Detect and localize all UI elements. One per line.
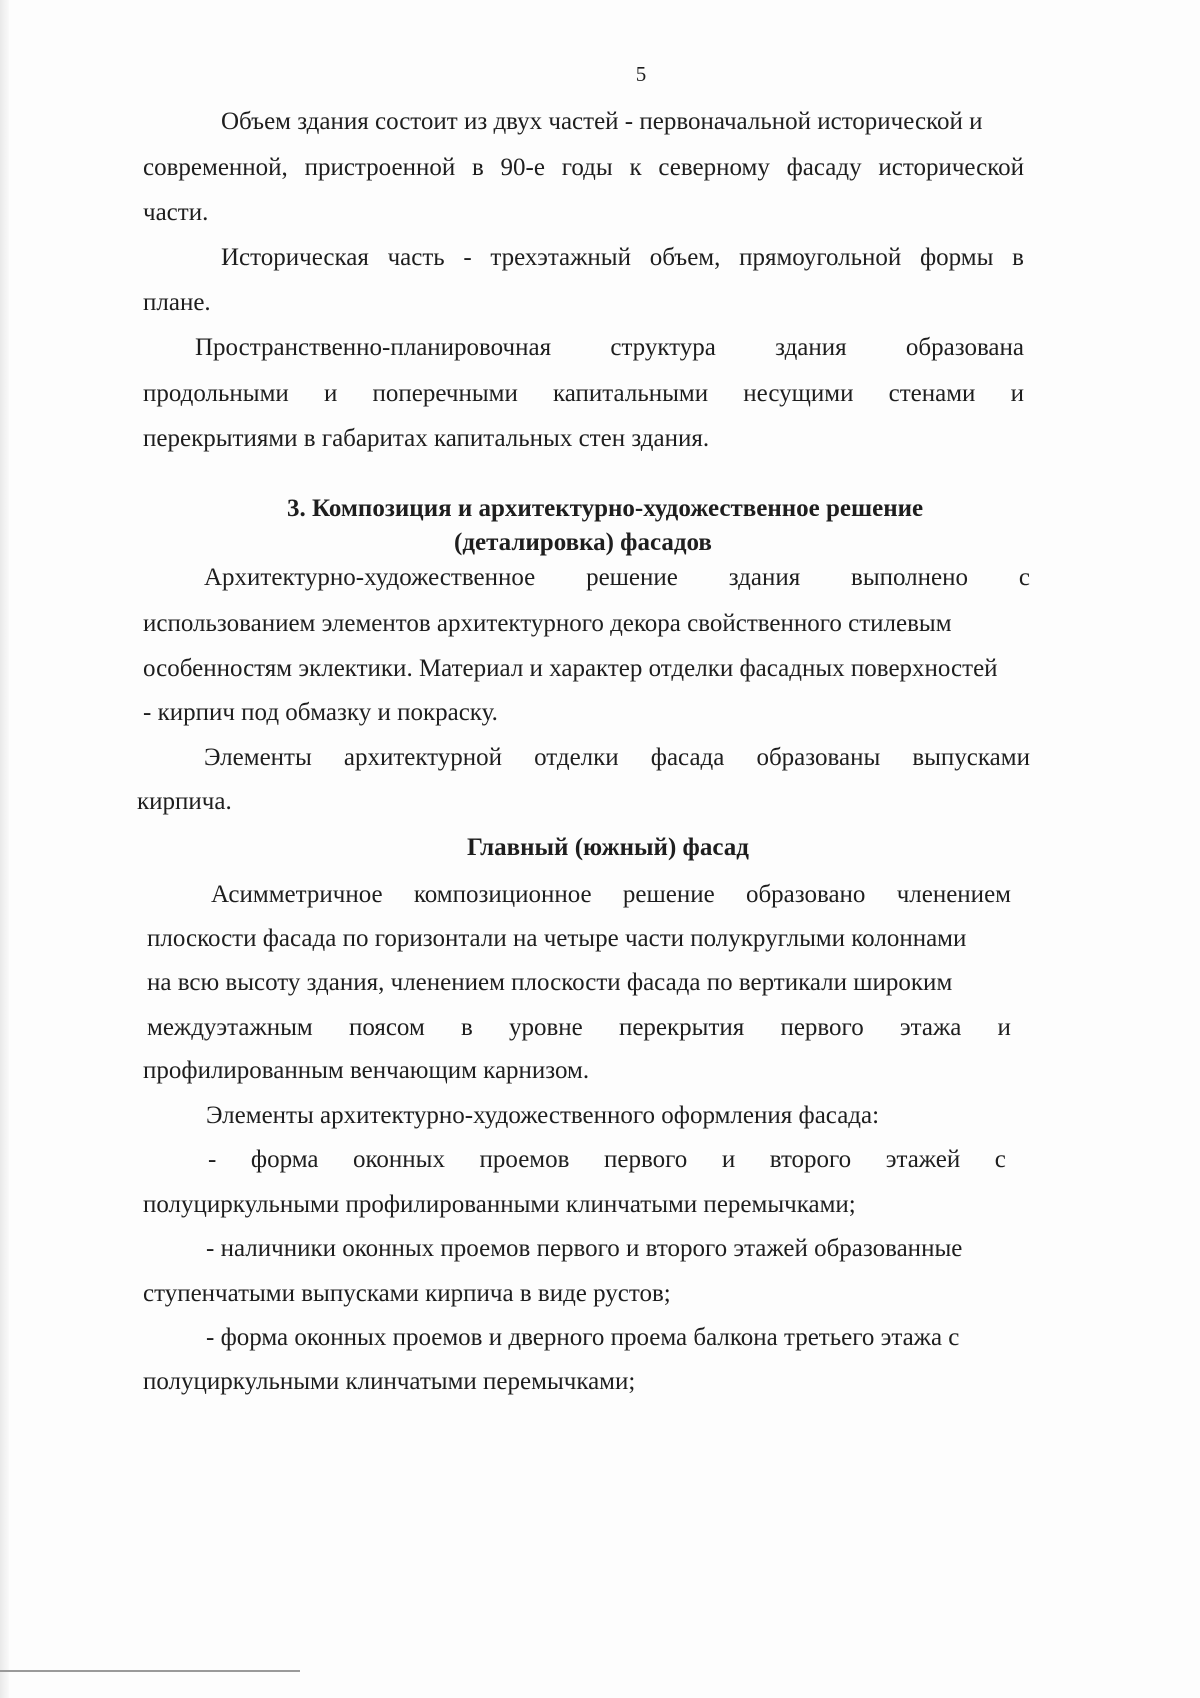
word: образованы bbox=[756, 744, 881, 771]
word: Архитектурно-художественное bbox=[204, 564, 536, 591]
facade-paragraph-line-4 bbox=[147, 1013, 1011, 1043]
facade-paragraph-line-5: профилированным венчающим карнизом. bbox=[143, 1057, 590, 1084]
section-paragraph-1-line-1 bbox=[204, 563, 1030, 593]
section-paragraph-1-line-4: - кирпич под обмазку и покраску. bbox=[143, 699, 498, 726]
word: к bbox=[629, 154, 642, 181]
list-item-2-line-2: ступенчатыми выпусками кирпича в виде рустов; bbox=[143, 1280, 671, 1307]
paragraph-1-line-1: Объем здания состоит из двух частей - первоначальной исторической и bbox=[221, 108, 983, 135]
word: первого bbox=[780, 1014, 864, 1041]
word: продольными bbox=[143, 380, 289, 407]
word: здания bbox=[728, 564, 801, 591]
word: архитектурной bbox=[343, 744, 503, 771]
word: решение bbox=[622, 881, 715, 908]
word: образовано bbox=[745, 881, 866, 908]
word: прямоугольной bbox=[739, 244, 902, 271]
scan-bottom-rule bbox=[0, 1670, 300, 1672]
paragraph-2-line-2: плане. bbox=[143, 289, 211, 316]
word: первого bbox=[604, 1146, 688, 1173]
word: фасаду bbox=[786, 154, 862, 181]
word: - bbox=[463, 244, 472, 271]
word: членением bbox=[896, 881, 1011, 908]
list-item-3-line-1: - форма оконных проемов и дверного проема балкона третьего этажа с bbox=[206, 1324, 960, 1351]
word: трехэтажный bbox=[490, 244, 631, 271]
word: поясом bbox=[348, 1014, 425, 1041]
word: фасада bbox=[650, 744, 725, 771]
word: капитальными bbox=[553, 380, 709, 407]
paragraph-3-line-1 bbox=[195, 333, 1024, 363]
page-number: 5 bbox=[635, 62, 647, 86]
elements-intro: Элементы архитектурно-художественного оформления фасада: bbox=[206, 1102, 880, 1129]
word: этажа bbox=[899, 1014, 962, 1041]
word: решение bbox=[586, 564, 678, 591]
word: второго bbox=[769, 1146, 852, 1173]
word: выполнено bbox=[851, 564, 969, 591]
paragraph-1-line-2 bbox=[143, 153, 1024, 183]
word: и bbox=[997, 1014, 1011, 1041]
word: образована bbox=[905, 334, 1024, 361]
word: проемов bbox=[479, 1146, 570, 1173]
word: структура bbox=[610, 334, 716, 361]
scan-edge bbox=[0, 0, 9, 1698]
paragraph-2-line-1 bbox=[221, 243, 1024, 273]
word: и bbox=[323, 380, 338, 407]
facade-paragraph-line-1 bbox=[211, 880, 1011, 910]
list-item-1-line-2: полуциркульными профилированными клинчатыми перемычками; bbox=[143, 1191, 856, 1218]
word: Элементы bbox=[204, 744, 312, 771]
word: с bbox=[1018, 564, 1030, 591]
word: годы bbox=[561, 154, 613, 181]
facade-paragraph-line-3: на всю высоту здания, членением плоскости фасада по вертикали широким bbox=[147, 969, 953, 996]
word: в bbox=[471, 154, 484, 181]
subheading: Главный (южный) фасад bbox=[467, 834, 749, 861]
section-heading-line-2: (деталировка) фасадов bbox=[454, 529, 712, 556]
facade-paragraph-line-2: плоскости фасада по горизонтали на четыре части полукруглыми колоннами bbox=[147, 925, 967, 952]
word: объем, bbox=[649, 244, 721, 271]
word: формы bbox=[919, 244, 994, 271]
word: 90-е bbox=[500, 154, 545, 181]
word: часть bbox=[387, 244, 445, 271]
section-paragraph-2-line-1 bbox=[204, 743, 1030, 773]
word: и bbox=[721, 1146, 736, 1173]
list-item-2-line-1: - наличники оконных проемов первого и второго этажей образованные bbox=[206, 1235, 963, 1262]
word: Асимметричное bbox=[211, 881, 383, 908]
section-paragraph-2-line-2: кирпича. bbox=[137, 788, 232, 815]
word: - bbox=[208, 1146, 217, 1173]
section-heading-line-1: 3. Композиция и архитектурно-художественное решение bbox=[287, 495, 924, 522]
word: исторической bbox=[878, 154, 1024, 181]
word: уровне bbox=[508, 1014, 583, 1041]
word: перекрытия bbox=[618, 1014, 745, 1041]
paragraph-1-line-3: части. bbox=[143, 199, 209, 226]
list-item-3-line-2: полуциркульными клинчатыми перемычками; bbox=[143, 1368, 636, 1395]
word: поперечными bbox=[372, 380, 518, 407]
word: в bbox=[1012, 244, 1024, 271]
word: Пространственно-планировочная bbox=[195, 334, 552, 361]
word: композиционное bbox=[413, 881, 592, 908]
word: Историческая bbox=[221, 244, 369, 271]
word: стенами bbox=[888, 380, 976, 407]
word: пристроенной bbox=[304, 154, 456, 181]
word: современной, bbox=[143, 154, 288, 181]
word: оконных bbox=[353, 1146, 445, 1173]
paragraph-3-line-2 bbox=[143, 379, 1024, 409]
word: несущими bbox=[743, 380, 854, 407]
word: отделки bbox=[534, 744, 619, 771]
list-item-1-line-1 bbox=[208, 1145, 1006, 1175]
paragraph-3-line-3: перекрытиями в габаритах капитальных стен здания. bbox=[143, 425, 710, 452]
word: и bbox=[1010, 380, 1024, 407]
word: этажей bbox=[885, 1146, 961, 1173]
word: с bbox=[994, 1146, 1006, 1173]
word: междуэтажным bbox=[147, 1014, 313, 1041]
section-paragraph-1-line-3: особенностям эклектики. Материал и характер отделки фасадных поверхностей bbox=[143, 655, 998, 682]
word: в bbox=[460, 1014, 473, 1041]
word: здания bbox=[775, 334, 847, 361]
word: выпусками bbox=[912, 744, 1030, 771]
word: северному bbox=[658, 154, 770, 181]
word: форма bbox=[250, 1146, 319, 1173]
section-paragraph-1-line-2: использованием элементов архитектурного декора свойственного стилевым bbox=[143, 610, 952, 637]
